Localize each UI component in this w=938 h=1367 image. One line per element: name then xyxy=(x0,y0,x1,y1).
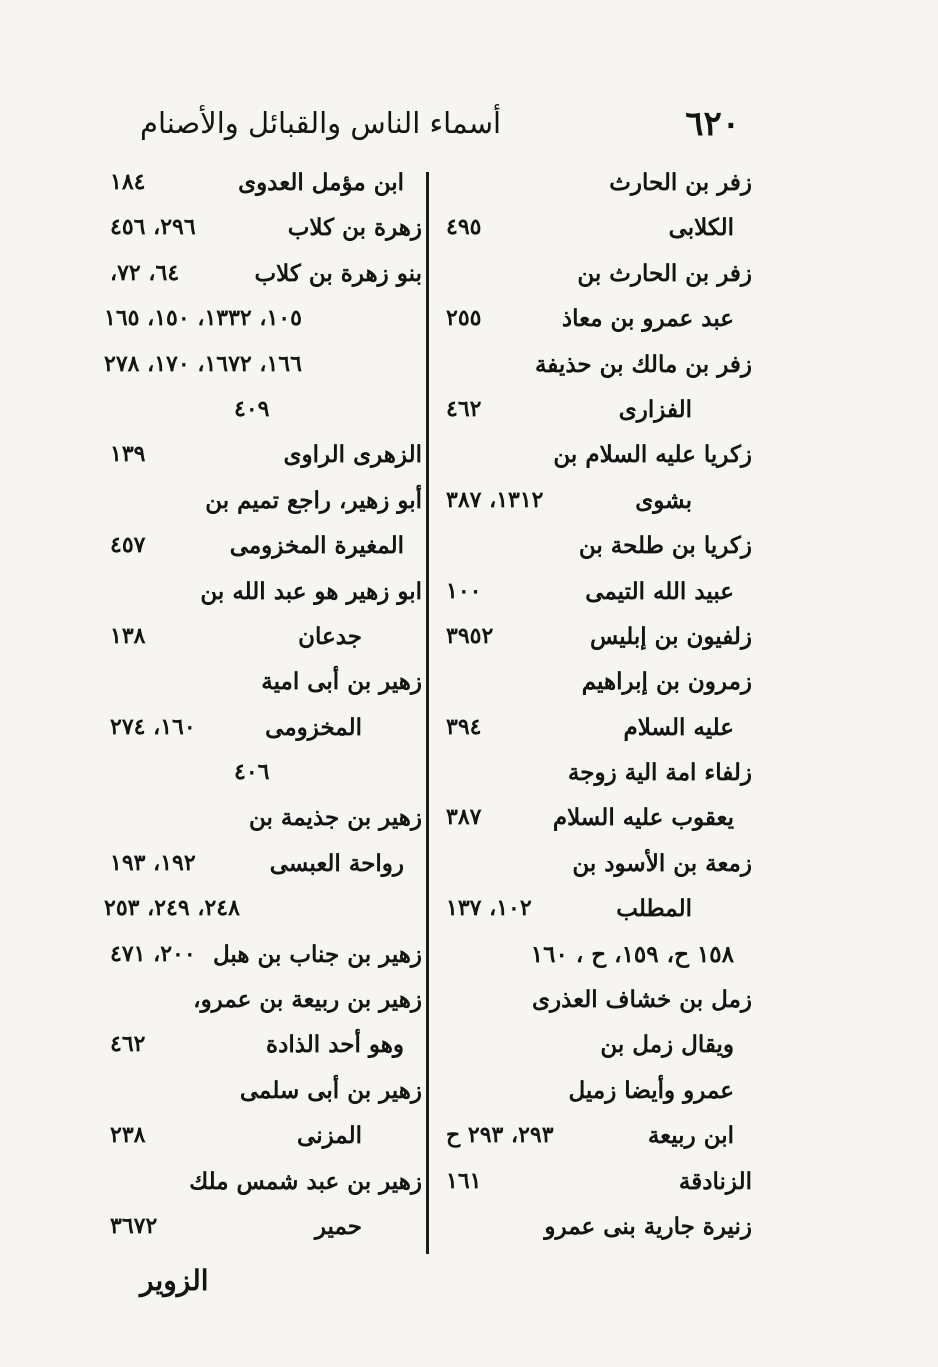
index-entry xyxy=(104,705,422,750)
index-column-left xyxy=(104,160,422,1249)
entry-name: ويقال زمل بن xyxy=(600,1031,734,1059)
index-entry xyxy=(440,977,752,1022)
entry-name: حمير xyxy=(314,1212,362,1240)
index-entry xyxy=(440,478,752,523)
index-entry xyxy=(104,160,422,205)
index-entry xyxy=(440,614,752,659)
index-entry xyxy=(104,1113,422,1158)
index-entry xyxy=(440,432,752,477)
index-entry xyxy=(104,886,422,931)
entry-name: المزنى xyxy=(297,1122,362,1150)
entry-name: زهير بن جذيمة بن xyxy=(248,804,422,832)
entry-pages: ٢٩٦، ٤٥٦ xyxy=(110,214,196,241)
entry-pages: ١٠٢، ١٣٧ xyxy=(446,895,532,922)
entry-pages: ١٠٠ xyxy=(446,577,482,604)
entry-pages: ١٩٢، ١٩٣ xyxy=(110,849,196,876)
entry-pages: ٢٩٣، ٢٩٣ ح xyxy=(446,1122,554,1149)
entry-name: بشوى xyxy=(635,486,692,514)
entry-pages: ١٣٨ xyxy=(110,622,146,649)
index-entry xyxy=(104,342,422,387)
index-entry xyxy=(104,841,422,886)
entry-name: زلفيون بن إبليس xyxy=(589,622,752,650)
entry-name: زفر بن الحارث بن xyxy=(577,259,752,287)
entry-name: زهير بن أبى سلمى xyxy=(239,1076,422,1104)
entry-pages: ٣٩٥٢ xyxy=(446,622,494,649)
entry-name: زهير بن ربيعة بن عمرو، xyxy=(193,986,422,1014)
index-entry xyxy=(104,478,422,523)
entry-name: ابو زهير هو عبد الله بن xyxy=(200,577,422,605)
entry-name: عمرو وأيضا زميل xyxy=(568,1076,734,1104)
entry-name: زفر بن الحارث xyxy=(609,169,752,196)
index-entry xyxy=(104,523,422,568)
index-entry xyxy=(440,795,752,840)
index-entry xyxy=(440,251,752,296)
index-entry xyxy=(104,387,422,432)
entry-name: المطلب xyxy=(616,895,692,923)
entry-name: زهرة بن كلاب xyxy=(287,214,422,242)
entry-name: زنيرة جارية بنى عمرو xyxy=(544,1212,752,1240)
entry-pages: ٢٣٨ xyxy=(110,1122,146,1149)
entry-pages: ١٣١٢، ٣٨٧ xyxy=(446,486,544,513)
index-entry xyxy=(104,1022,422,1067)
entry-pages: ١٨٤ xyxy=(110,169,146,195)
entry-name: زمل بن خشاف العذرى xyxy=(531,986,752,1014)
entry-name: رواحة العبسى xyxy=(269,849,404,877)
index-entry xyxy=(440,841,752,886)
entry-pages: ٤٠٩ xyxy=(234,395,270,422)
entry-name: عليه السلام xyxy=(623,713,734,741)
index-entry xyxy=(440,659,752,704)
entry-name: المغيرة المخزومى xyxy=(229,532,404,560)
index-column-right xyxy=(440,160,752,1249)
entry-pages: ١٦١ xyxy=(446,1167,482,1194)
entry-pages: ٢٥٥ xyxy=(446,305,482,332)
entry-name: زمرون بن إبراهيم xyxy=(581,668,752,696)
entry-pages: ١٠٥، ١٣٣٢، ١٥٠، ١٦٥ xyxy=(104,305,302,332)
entry-pages: ٤٦٢ xyxy=(446,395,482,422)
index-entry xyxy=(104,932,422,977)
entry-name: زهير بن أبى امية xyxy=(261,668,422,696)
entry-name: أبو زهير، راجع تميم بن xyxy=(205,486,422,514)
entry-pages: ٣٨٧ xyxy=(446,804,482,831)
index-entry xyxy=(440,750,752,795)
index-entry xyxy=(104,569,422,614)
index-entry xyxy=(440,523,752,568)
catchword: الزوير xyxy=(140,1264,209,1297)
column-divider xyxy=(426,172,429,1254)
entry-name: زكريا بن طلحة بن xyxy=(578,532,752,560)
entry-name: جدعان xyxy=(298,622,362,650)
entry-pages: ١٦٠، ٢٧٤ xyxy=(110,713,196,740)
index-entry xyxy=(440,1022,752,1067)
index-entry xyxy=(440,1204,752,1249)
index-entry xyxy=(104,614,422,659)
running-title: أسماء الناس والقبائل والأصنام xyxy=(140,106,502,140)
entry-name: الزهرى الراوى xyxy=(283,441,422,469)
page-header xyxy=(140,104,740,154)
entry-name: ابن ربيعة xyxy=(647,1122,734,1150)
index-entry xyxy=(104,251,422,296)
entry-pages: ٤٦٢ xyxy=(110,1031,146,1058)
entry-pages: ٤٠٦ xyxy=(234,759,270,786)
index-entry xyxy=(104,750,422,795)
entry-name: الفزارى xyxy=(618,395,692,423)
entry-pages: ٣٦٧٢ xyxy=(110,1212,158,1239)
entry-pages: ٢٤٨، ٢٤٩، ٢٥٣ xyxy=(104,895,240,922)
entry-name: الكلابى xyxy=(668,214,734,242)
page-number: ٦٢٠ xyxy=(685,104,740,144)
index-entry xyxy=(104,795,422,840)
entry-name: زكريا عليه السلام بن xyxy=(553,441,752,469)
index-entry xyxy=(440,1068,752,1113)
index-entry xyxy=(104,1204,422,1249)
entry-name: زلفاء امة الية زوجة xyxy=(567,759,752,787)
entry-name: زمعة بن الأسود بن xyxy=(572,849,752,877)
entry-name: المخزومى xyxy=(265,713,362,741)
entry-pages: ٤٩٥ xyxy=(446,214,482,241)
entry-pages: ٢٠٠، ٤٧١ xyxy=(110,940,196,967)
index-entry xyxy=(104,432,422,477)
index-entry xyxy=(440,1113,752,1158)
entry-pages: ٤٥٧ xyxy=(110,532,146,559)
entry-name: زفر بن مالك بن حذيفة xyxy=(534,350,752,378)
entry-pages: ٦٤، ٧٢، xyxy=(110,259,180,286)
index-entry xyxy=(440,342,752,387)
index-entry xyxy=(440,1159,752,1204)
entry-pages: ١٣٩ xyxy=(110,441,146,468)
entry-name: بنو زهرة بن كلاب xyxy=(254,259,422,287)
entry-pages: ١٦٦، ١٦٧٢، ١٧٠، ٢٧٨ xyxy=(104,350,302,377)
index-entry xyxy=(440,160,752,205)
index-entry xyxy=(104,659,422,704)
entry-name: عبيد الله التيمى xyxy=(585,577,734,605)
index-entry xyxy=(440,296,752,341)
index-entry xyxy=(104,977,422,1022)
index-entry xyxy=(104,296,422,341)
index-entry xyxy=(104,1068,422,1113)
entry-name: الزنادقة xyxy=(678,1167,752,1195)
entry-name: ١٥٨ ح، ١٥٩، ح ، ١٦٠ xyxy=(530,940,734,968)
index-entry xyxy=(440,205,752,250)
entry-name: ابن مؤمل العدوى xyxy=(238,169,404,196)
entry-name: وهو أحد الذادة xyxy=(266,1031,404,1059)
index-entry xyxy=(104,205,422,250)
index-entry xyxy=(104,1159,422,1204)
entry-name: يعقوب عليه السلام xyxy=(552,804,734,832)
index-entry xyxy=(440,886,752,931)
entry-name: زهير بن جناب بن هبل xyxy=(212,940,422,968)
index-entry xyxy=(440,932,752,977)
index-entry xyxy=(440,569,752,614)
entry-name: عبد عمرو بن معاذ xyxy=(561,305,734,333)
entry-pages: ٣٩٤ xyxy=(446,713,482,740)
entry-name: زهير بن عبد شمس ملك xyxy=(189,1167,422,1195)
index-entry xyxy=(440,387,752,432)
index-entry xyxy=(440,705,752,750)
